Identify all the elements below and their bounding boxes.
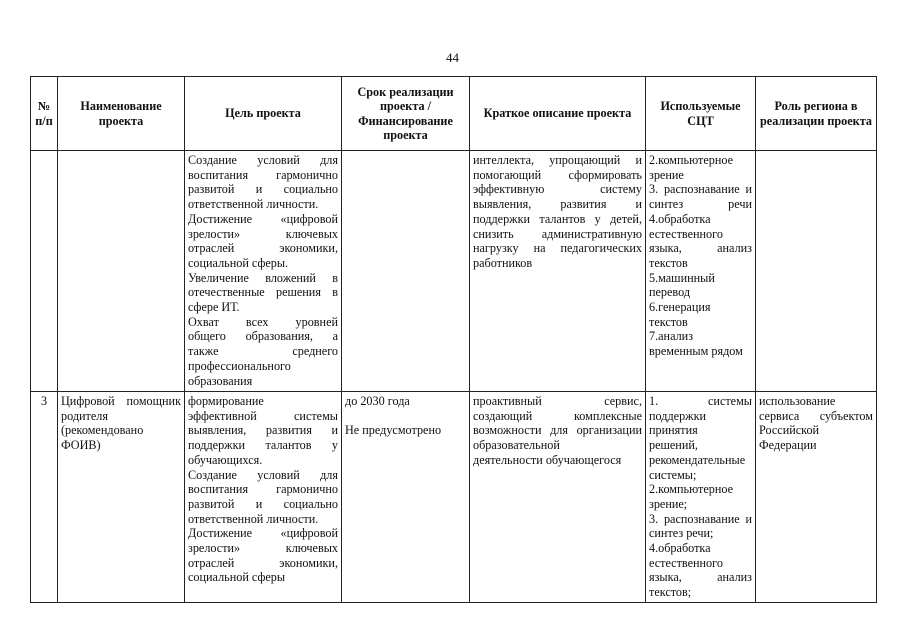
cell-line: социальной сферы [188,570,286,585]
cell-line: обучающихся. [188,452,263,467]
cell-line: Федерации [759,438,817,453]
page-number: 44 [446,50,459,65]
cell-line: Создание условий для [188,467,338,482]
cell-line: 1. системы [649,394,752,408]
row1-number-cell [31,151,58,392]
cell-line: естественного [649,226,723,241]
cell-line: синтез речи; [649,526,714,541]
cell-line: решений, [649,438,698,453]
cell-line: общего образования, а [188,329,338,344]
cell-line: выявления, развития и [473,197,642,212]
cell-line: временным рядом [649,344,743,359]
cell-line: текстов; [649,585,692,600]
cell-line: также среднего [188,344,338,359]
cell-line: Российской [759,423,820,438]
row1-sct-cell [646,151,756,392]
cell-line: эффективную систему [473,182,642,197]
header-sct: Используемые СЦТ [646,77,756,151]
cell-line: интеллекта, упрощающий и [473,153,642,167]
cell-line: развитой и социально [188,182,338,197]
cell-line: отраслей экономики, [188,241,338,256]
cell-line: поддержки [649,408,707,423]
cell-line: 3. распознавание и [649,182,752,197]
table-row [31,151,877,392]
cell-line: помогающий сформировать [473,167,642,182]
cell-line: языка, анализ [649,570,752,585]
row2-term-cell [342,392,470,603]
cell-line: работников [473,255,533,270]
cell-line: нагрузку на педагогических [473,241,642,256]
cell-line: рекомендательные [649,452,746,467]
cell-line: образования [188,373,253,388]
cell-line: развитой и социально [188,496,338,511]
cell-line: Охват всех уровней [188,314,338,329]
row1-description-cell [470,151,646,392]
cell-line: деятельности обучающегося [473,452,622,467]
projects-table [30,76,877,603]
header-term-financing: Срок реализации проекта / Финансирование проекта [342,77,470,151]
cell-line: ФОИВ) [61,438,101,453]
cell-line: создающий комплексные [473,408,642,423]
header-description: Краткое описание проекта [470,77,646,151]
cell-line: 4.обработка [649,541,711,556]
row2-name-cell [58,392,185,603]
row2-role-cell [756,392,877,603]
cell-line: 6.генерация [649,300,711,315]
cell-line: Достижение «цифровой [188,211,338,226]
cell-line: воспитания гармонично [188,482,338,497]
cell-line: 3. распознавание и [649,511,752,526]
cell-line: зрение; [649,496,688,511]
header-project-goal: Цель проекта [185,77,342,151]
cell-line: эффективной системы [188,408,338,423]
cell-line: Увеличение вложений в [188,270,338,285]
cell-line: сфере ИТ. [188,300,240,315]
cell-line: 2.компьютерное [649,482,734,497]
header-number: № п/п [31,77,58,151]
header-region-role: Роль региона в реализации проекта [756,77,877,151]
table-row [31,392,877,603]
row2-number-cell: 3 [31,392,58,603]
cell-line: выявления, развития и [188,423,338,438]
cell-line: текстов [649,314,688,329]
row2-goal-cell [185,392,342,603]
cell-line: языка, анализ [649,241,752,256]
cell-line: (рекомендовано [61,423,144,438]
cell-line: отечественные решения в [188,285,338,300]
cell-line: образовательной [473,438,560,453]
cell-line: зрелости» ключевых [188,226,338,241]
cell-line: возможности для организации [473,423,642,438]
cell-line: проактивный сервис, [473,394,642,408]
cell-line: перевод [649,285,691,300]
row1-name-cell [58,151,185,392]
cell-line: зрение [649,167,684,182]
row2-sct-cell [646,392,756,603]
cell-line: поддержки талантов у [188,438,338,453]
cell-line: отраслей экономики, [188,555,338,570]
cell-line: снизить административную [473,226,642,241]
row1-goal-cell [185,151,342,392]
cell-line: воспитания гармонично [188,167,338,182]
cell-line: 4.обработка [649,211,711,226]
row2-description-cell [470,392,646,603]
cell-line: Создание условий для [188,153,338,167]
cell-line: ответственной личности. [188,511,319,526]
cell-line: системы; [649,467,697,482]
cell-line: использование [759,394,836,408]
cell-line: социальной сферы. [188,255,289,270]
cell-line: родителя [61,408,108,423]
cell-line: естественного [649,555,723,570]
cell-line: Цифровой помощник [61,394,181,408]
cell-line: зрелости» ключевых [188,541,338,556]
cell-line: сервиса субъектом [759,408,873,423]
cell-line: профессионального [188,358,291,373]
row1-term-cell [342,151,470,392]
cell-line: поддержки талантов у детей, [473,211,642,226]
cell-line: принятия [649,423,698,438]
cell-line: 5.машинный [649,270,715,285]
table-header-row [31,77,877,151]
cell-line: 7.анализ [649,329,694,344]
cell-line: ответственной личности. [188,197,319,212]
header-project-name: Наименование проекта [58,77,185,151]
row2-financing: Не предусмотрено [345,422,442,437]
cell-line: 2.компьютерное [649,153,734,167]
cell-line: Достижение «цифровой [188,526,338,541]
row2-term: до 2030 года [345,394,410,408]
cell-line: синтез речи [649,197,752,212]
cell-line: текстов [649,255,688,270]
row1-role-cell [756,151,877,392]
cell-line: формирование [188,394,264,408]
